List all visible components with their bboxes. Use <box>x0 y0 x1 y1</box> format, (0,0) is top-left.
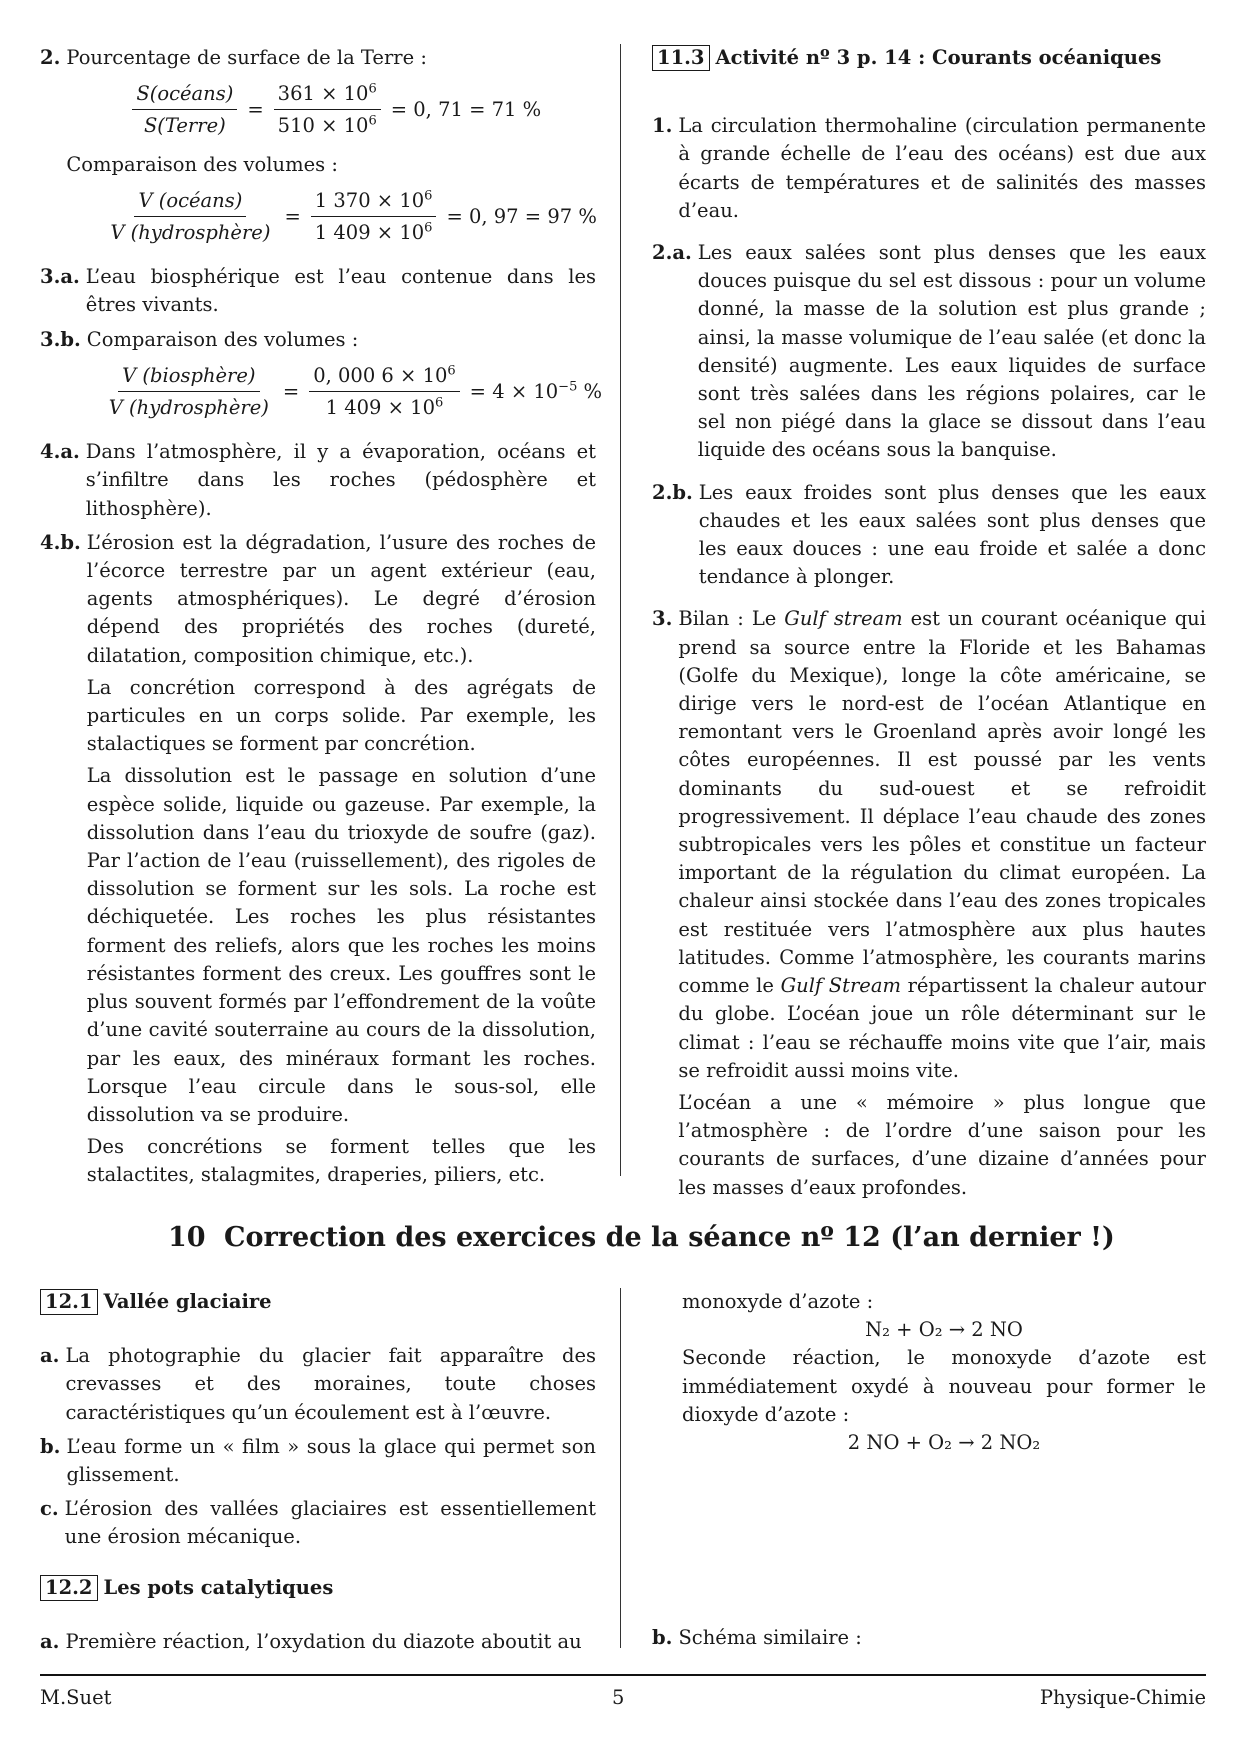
answer-a-reaction <box>40 1628 596 1656</box>
bilan-paragraph <box>678 605 1206 1084</box>
formula-result: = 0, 97 = 97 % <box>446 204 597 228</box>
item-text: Dans l’atmosphère, il y a évaporation, océans et s’infiltre dans les roches (pédosphère et lithosphère). <box>85 440 596 520</box>
dissolution-paragraph: La dissolution est le passage en solution d’une espèce solide, liquide ou gazeuse. Par exemple, la dissolution dans l’eau du trioxyde de soufre (gaz). Par l’action de l’eau (ruissellement), des rigoles de dissolution se forment sur les sols. La roche est déchiquetée. Les roches les plus résistantes forment des reliefs, alors que les roches les moins résistantes forment des creux. Les gouffres sont le plus souvent formés par l’effondrement de la voûte d’une cavité souterraine au cours de la dissolution, par les eaux, des minéraux formant les roches. Lorsque l’eau circule dans le sous-sol, elle dissolution va se produire. <box>86 764 596 1126</box>
formula-denominator: 1 $409 \times 10^6$ <box>314 220 433 245</box>
answer-b-schema <box>652 1624 1206 1658</box>
answer-a <box>40 1342 596 1427</box>
exercise-header <box>40 1288 596 1316</box>
formula-volume: $\frac{\text{V (océans)}}{\text{V (hydrosphère)}}$ = $\frac{1 370 \times 10^6}{1 409 \times 10^6}$ = 0, 97 = 97 % <box>66 187 596 247</box>
answer-b <box>40 1433 596 1489</box>
footer-author: M.Suet <box>40 1686 112 1709</box>
answer-c <box>40 1495 596 1551</box>
item-number: b. <box>40 1434 61 1458</box>
item-number: a. <box>40 1344 60 1368</box>
item-3 <box>652 605 1206 1201</box>
item-3a <box>40 263 596 319</box>
second-reaction-text: Seconde réaction, le monoxyde d’azote est immédiatement oxydé à nouveau pour former le dioxyde d’azote : <box>682 1346 1206 1426</box>
item-text: L’érosion des vallées glaciaires est essentiellement une érosion mécanique. <box>64 1497 596 1549</box>
activity-number-box: 11.3 <box>652 45 710 71</box>
gulf-stream-term: Gulf stream <box>784 607 903 631</box>
item-text: Comparaison des volumes : <box>86 327 359 351</box>
formula-numerator: 0, 000 $6 \times 10^6$ <box>309 362 459 392</box>
concretion-paragraph: La concrétion correspond à des agrégats de particules en un corps solide. Par exemple, les stalactiques se forment par concrétion. <box>86 675 596 756</box>
exercise-number-box: 12.2 <box>40 1575 98 1601</box>
answer-b-item <box>652 1624 1206 1652</box>
item-4a <box>40 438 596 523</box>
item-number: 3. <box>652 607 673 631</box>
bilan-text-end: répartissent la chaleur autour du globe. L’océan joue un rôle déterminant sur le climat : l’eau se réchauffe moins vite que l’air, mais se refroidit aussi moins vite. <box>678 974 1207 1082</box>
item-number: c. <box>40 1497 59 1521</box>
item-text: Les eaux salées sont plus denses que les eaux douces puisque du sel est dissous : pour un volume donné, la masse de la solution est plus grande ; ainsi, la masse volumique de l’eau salée (et donc la densité) augmente. Les eaux liquides de surface sont très salées dans les régions polaires, car le sel non piégé dans la glace se dissout dans l’eau liquide des océans sous la banquise. <box>697 241 1206 462</box>
formula-denominator: V (hydrosphère) <box>108 396 269 420</box>
footer-rule <box>40 1674 1206 1676</box>
activity-header <box>652 44 1206 72</box>
exercise-title: Vallée glaciaire <box>103 1290 272 1313</box>
equation-nitrogen-oxidation: N₂ + O₂ → 2 NO <box>865 1318 1023 1342</box>
formula-denominator: S(Terre) <box>143 114 226 138</box>
column-divider-top <box>620 44 621 1176</box>
activity-title: Activité nº 3 p. 14 : Courants océaniques <box>715 46 1162 69</box>
item-number: 2. <box>40 46 61 69</box>
comparison-text: Comparaison des volumes : <box>66 152 338 176</box>
exercise-header <box>40 1574 596 1602</box>
formula-denominator: 1 $409 \times 10^6$ <box>325 395 444 420</box>
item-3b <box>40 326 603 433</box>
exercise-title: Les pots catalytiques <box>103 1575 334 1599</box>
concretions-paragraph: Des concrétions se forment telles que les stalactites, stalagmites, draperies, piliers, etc. <box>86 1135 596 1187</box>
section-number: 10 <box>168 1222 206 1253</box>
item-number: 4.b. <box>40 530 81 554</box>
item-2 <box>40 44 596 257</box>
formula-result: = $4 \times 10^{-5}$ % <box>469 379 603 403</box>
formula-numerator: V (biosphère) <box>118 362 259 392</box>
footer-page-number: 5 <box>612 1686 625 1709</box>
continuation-text: monoxyde d’azote : <box>682 1290 874 1313</box>
formula-denominator: V (hydrosphère) <box>110 221 271 245</box>
memory-paragraph: L’océan a une « mémoire » plus longue que l’atmosphère : de l’ordre d’une saison pour les courants de surfaces, d’une dizaine d’années pour les masses d’eaux profondes. <box>678 1090 1206 1199</box>
item-number: a. <box>40 1629 60 1653</box>
item-text: La circulation thermohaline (circulation permanente à grande échelle de l’eau des océans) est due aux écarts de températures et de salinités des masses d’eau. <box>678 114 1206 222</box>
right-column <box>652 44 1206 1208</box>
item-number: 3.b. <box>40 327 81 351</box>
formula-numerator: 1 $370 \times 10^6$ <box>311 187 437 217</box>
item-1 <box>652 112 1206 225</box>
formula-surface: $\frac{\text{S(océans)}}{\text{S(Terre)}}$ = $\frac{361 \times 10^6}{510 \times 10^6}$ = 0, 71 = 71 % <box>66 80 596 140</box>
item-text: Les eaux froides sont plus denses que les eaux chaudes et les eaux salées sont plus denses que les eaux douces : une eau froide et salée a donc tendance à plonger. <box>698 480 1206 589</box>
footer-subject: Physique-Chimie <box>1039 1686 1206 1709</box>
formula-numerator: V (océans) <box>134 187 246 217</box>
item-number: 3.a. <box>40 265 80 289</box>
item-number: 4.a. <box>40 440 80 464</box>
bottom-left-column <box>40 1288 596 1662</box>
item-4b <box>40 529 596 1190</box>
item-text: Première réaction, l’oxydation du diazote aboutit au <box>65 1629 582 1653</box>
bilan-text-start: Bilan : Le <box>678 607 785 631</box>
item-text: L’eau biosphérique est l’eau contenue dans les êtres vivants. <box>85 265 596 317</box>
item-number: 2.a. <box>652 241 692 265</box>
item-2b <box>652 479 1206 592</box>
item-2a <box>652 239 1206 465</box>
left-column <box>40 44 603 1196</box>
formula-result: = 0, 71 = 71 % <box>390 98 542 122</box>
formula-denominator: $510 \times 10^6$ <box>277 113 377 138</box>
item-text: L’eau forme un « film » sous la glace qui permet son glissement. <box>66 1434 596 1487</box>
item-number: 2.b. <box>652 480 693 504</box>
section-heading <box>168 1222 1115 1253</box>
formula-biosphere: $\frac{\text{V (biosphère)}}{\text{V (hydrosphère)}}$ = $\frac{0, 000 6 \times 10^6}{1 409 \times 10^6}$ = $4 \times 10^{-5}$ % <box>87 362 596 422</box>
bottom-right-column <box>682 1288 1206 1457</box>
item-text: Pourcentage de surface de la Terre : <box>66 46 427 69</box>
item-text: La photographie du glacier fait apparaître des crevasses et des moraines, toute choses caractéristiques qu’un écoulement est à l’œuvre. <box>65 1344 596 1424</box>
formula-numerator: S(océans) <box>132 80 237 110</box>
erosion-paragraph: L’érosion est la dégradation, l’usure des roches de l’écorce terrestre par un agent extérieur (eau, agents atmosphériques). Le degré d’érosion dépend des propriétés des roches (dureté, dilatation, composition chimique, etc.). <box>86 530 596 667</box>
equation-no2-formation: 2 NO + O₂ → 2 NO₂ <box>847 1431 1041 1455</box>
section-title: Correction des exercices de la séance nº 12 (l’an dernier !) <box>224 1222 1115 1253</box>
item-number: 1. <box>652 114 673 138</box>
formula-numerator: $361 \times 10^6$ <box>274 80 381 110</box>
column-divider-bottom <box>620 1288 621 1648</box>
gulf-stream-term: Gulf Stream <box>780 974 901 998</box>
bilan-text-middle: est un courant océanique qui prend sa source entre la Floride et les Bahamas (Golfe du Mexique), longe la côte américaine, se dirige vers le nord-est de l’océan Atlantique en remontant vers le Groenland après avoir longé les côtes européennes. Il est poussé par les vents dominants du sud-ouest et se refroidit progressivement. Il déplace l’eau chaude des zones subtropicales vers les pôles et constitue un facteur important de la régulation du climat européen. La chaleur ainsi stockée dans l’eau des zones tropicales est restituée vers l’atmosphère aux plus hautes latitudes. Comme l’atmosphère, les courants marins comme le <box>678 607 1206 998</box>
item-number: b. <box>652 1626 673 1649</box>
exercise-number-box: 12.1 <box>40 1289 98 1315</box>
item-text: Schéma similaire : <box>678 1626 862 1649</box>
